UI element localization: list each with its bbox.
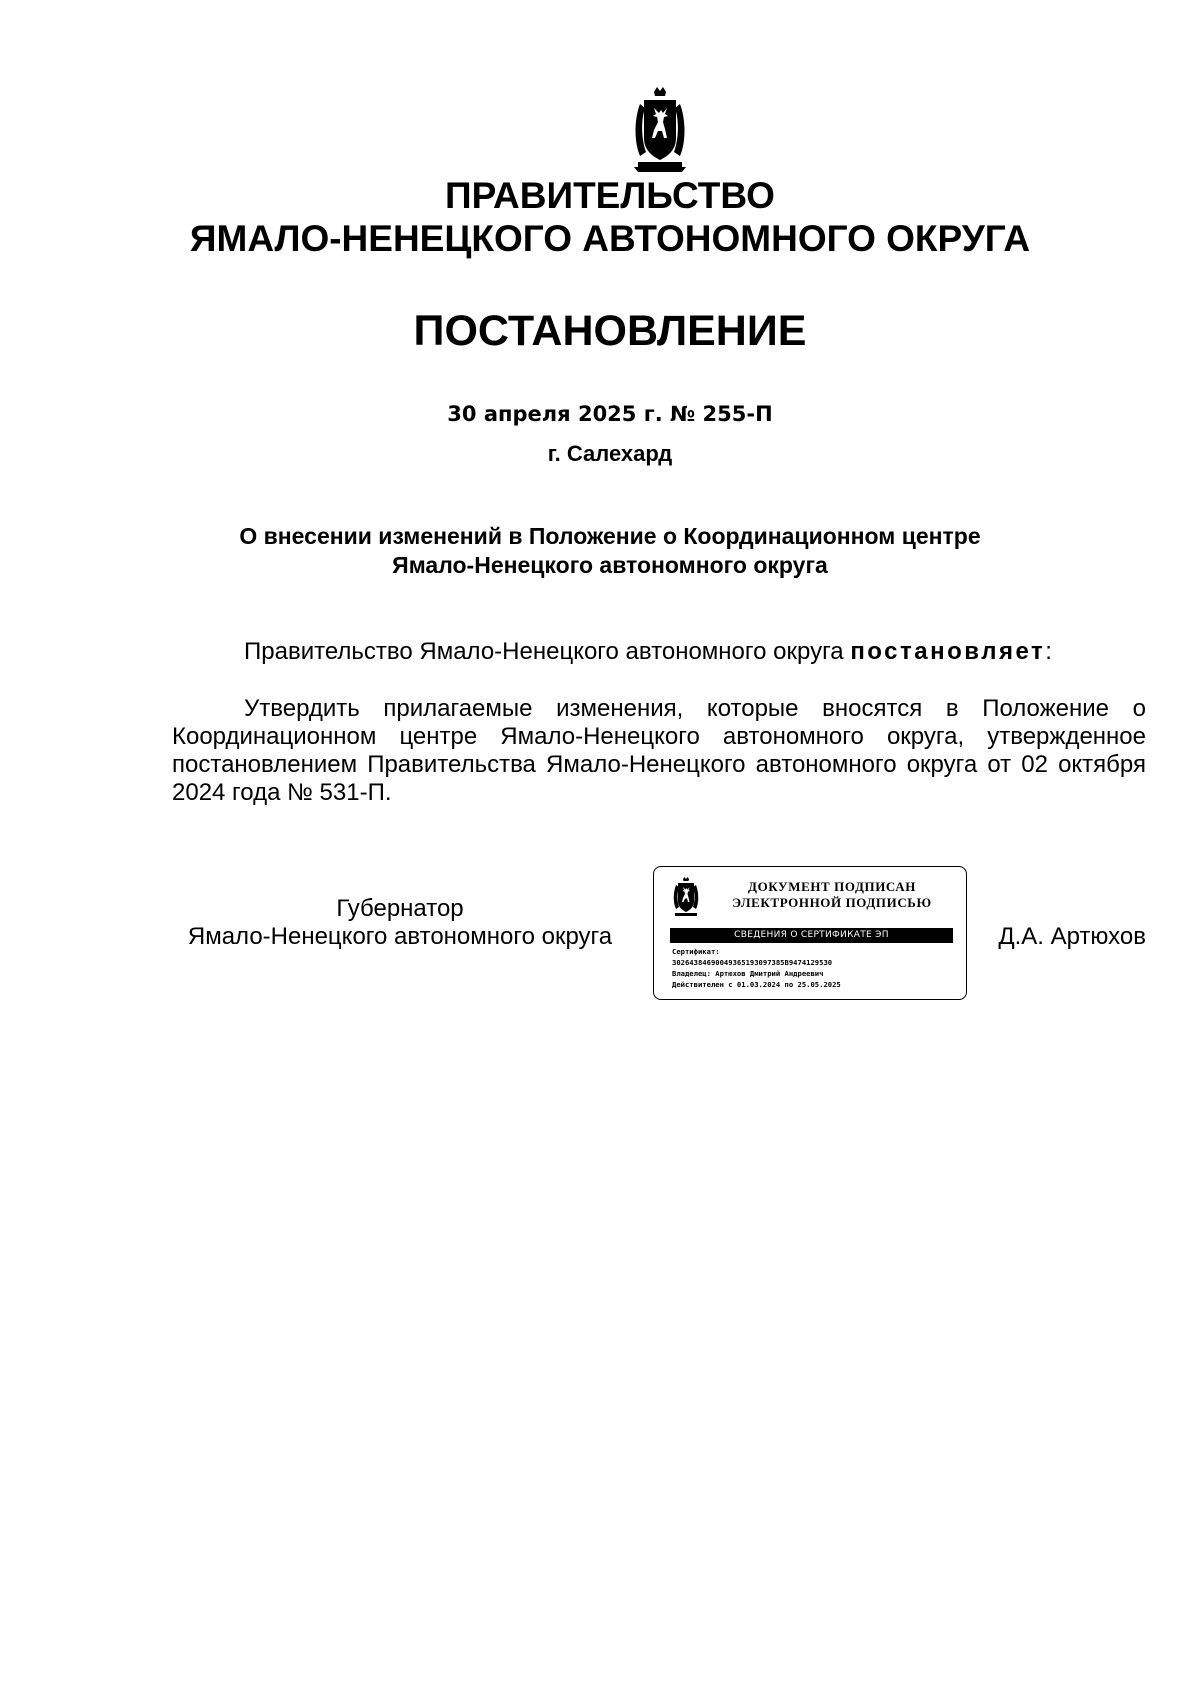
- organization-title-line1: ПРАВИТЕЛЬСТВО: [445, 175, 775, 216]
- main-paragraph: Утвердить прилагаемые изменения, которые вносятся в Положение о Координационном центре Ямало-Ненецкого автономного округа, утвержденное постановлением Правительства Ямало-Ненецкого автономного округа от 02 октября 2024 года № 531-П.: [172, 695, 1146, 806]
- decree-suffix: :: [1045, 638, 1052, 665]
- subject-line2: Ямало-Ненецкого автономного округа: [392, 552, 828, 578]
- certificate-info-bar: СВЕДЕНИЯ О СЕРТИФИКАТЕ ЭП: [670, 928, 953, 943]
- certificate-owner: Владелец: Артюхов Дмитрий Андреевич: [672, 969, 824, 978]
- document-date-number: 30 апреля 2025 г. № 255-П: [447, 402, 773, 426]
- signer-title-line2: Ямало-Ненецкого автономного округа: [187, 923, 613, 950]
- document-type-title: ПОСТАНОВЛЕНИЕ: [413, 307, 807, 355]
- stamp-heading-line2: ЭЛЕКТРОННОЙ ПОДПИСЬЮ: [732, 895, 932, 910]
- certificate-label: Сертификат:: [672, 947, 720, 956]
- document-city: г. Салехард: [547, 441, 673, 466]
- organization-title-line2: ЯМАЛО-НЕНЕЦКОГО АВТОНОМНОГО ОКРУГА: [189, 218, 1031, 259]
- decree-prefix: Правительство Ямало-Ненецкого автономного округа: [244, 638, 851, 665]
- stamp-heading-line1: ДОКУМЕНТ ПОДПИСАН: [748, 879, 916, 894]
- coat-of-arms-icon: [632, 86, 688, 172]
- certificate-details: [672, 946, 962, 990]
- signer-title-line1: Губернатор: [336, 895, 464, 922]
- decree-verb: постановляет: [850, 638, 1046, 665]
- certificate-number: 30264384690049365193097385B9474129530: [672, 958, 833, 967]
- document-subject: [150, 522, 1070, 580]
- certificate-validity: Действителен с 01.03.2024 по 25.05.2025: [672, 980, 841, 989]
- subject-line1: О внесении изменений в Положение о Координационном центре: [239, 523, 981, 549]
- decree-paragraph: [172, 638, 1146, 666]
- stamp-coat-of-arms-icon: [673, 877, 699, 917]
- stamp-heading: [706, 879, 958, 911]
- electronic-signature-stamp: [653, 866, 967, 1000]
- signer-name: Д.А. Артюхов: [998, 923, 1146, 950]
- signer-title: [150, 895, 650, 951]
